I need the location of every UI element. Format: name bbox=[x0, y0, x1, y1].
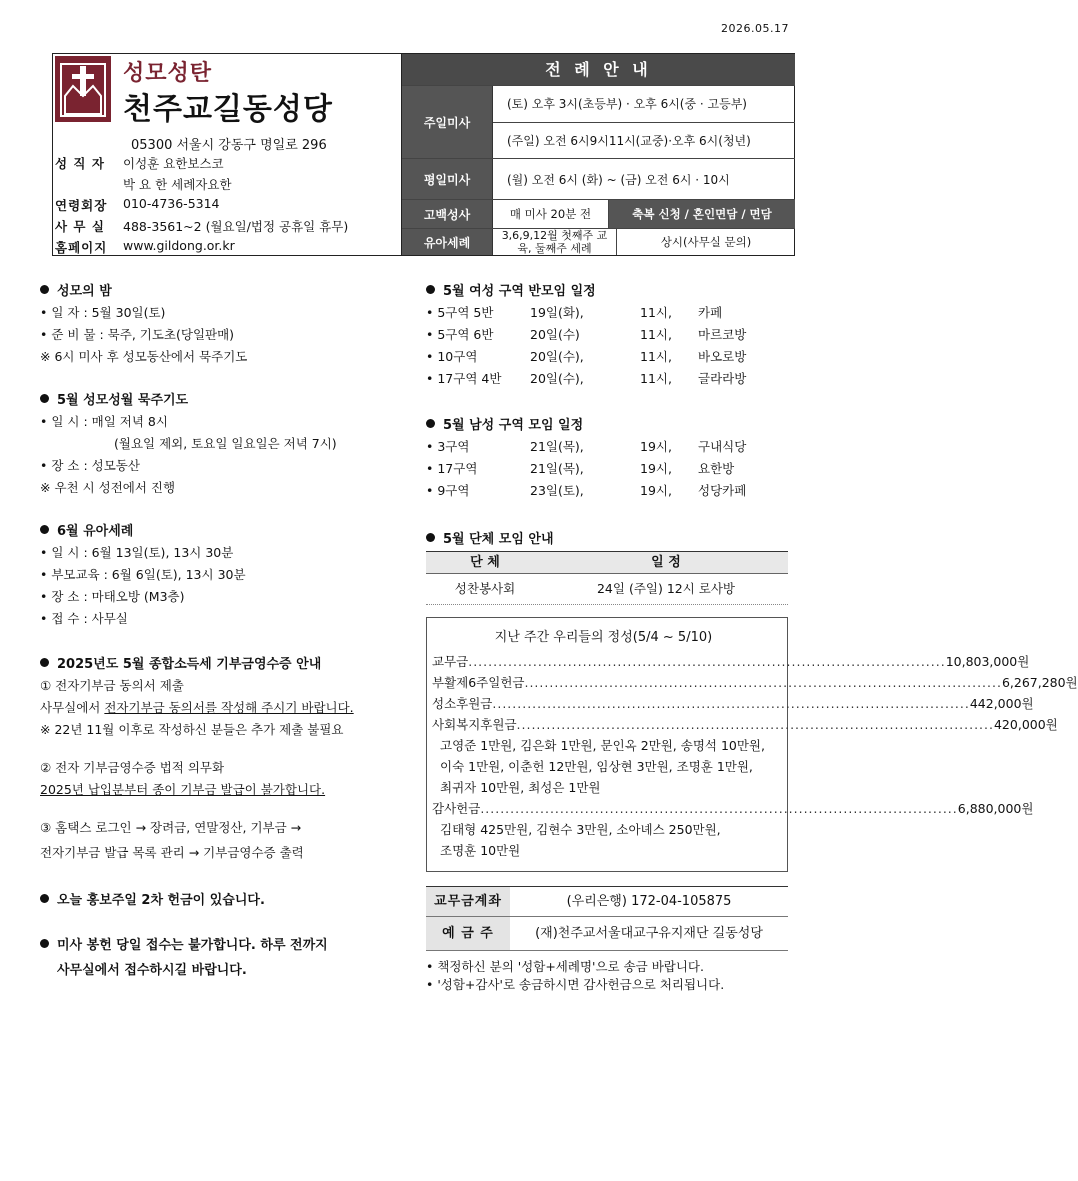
section-title bbox=[40, 280, 410, 299]
church-address: 05300 서울시 강동구 명일로 296 bbox=[131, 138, 327, 153]
holder-row bbox=[426, 917, 788, 951]
offering-item: 부활제6주일헌금 ................................................................................................ 6,267,280원 bbox=[432, 675, 1078, 690]
table-cell: 20일(수) bbox=[530, 327, 580, 342]
pastor-row bbox=[55, 154, 224, 172]
weekday-mass-times: (월) 오전 6시 (화) ~ (금) 오전 6시 · 10시 bbox=[507, 172, 730, 187]
welfare-donors-1: 고영준 1만원, 김은화 1만원, 문인옥 2만원, 송명석 10만원, bbox=[440, 738, 765, 753]
sunday-mass-sunday: (주일) 오전 6시9시11시(교중)·오후 6시(청년) bbox=[493, 122, 795, 159]
left-column bbox=[40, 280, 410, 978]
table-cell: 20일(수), bbox=[530, 371, 584, 386]
homepage-row bbox=[55, 238, 235, 256]
table-row bbox=[426, 574, 788, 605]
welfare-donors-3: 최귀자 10만원, 최성은 1만원 bbox=[440, 780, 601, 795]
table-cell: 카페 bbox=[698, 305, 723, 320]
table-row bbox=[426, 480, 788, 502]
weekday-mass-row bbox=[402, 158, 795, 199]
office-label: 사 무 실 bbox=[55, 219, 105, 234]
account-number: (우리은행) 172-04-105875 bbox=[566, 894, 732, 909]
group-name: 성찬봉사회 bbox=[454, 581, 516, 596]
offering-item: 교무금 ................................................................................................ 10,803,000원 bbox=[432, 654, 1030, 669]
group-col-schedule: 일 정 bbox=[651, 555, 681, 570]
infant-baptism-place: • 장 소 : 마태오방 (M3층) bbox=[40, 589, 185, 604]
right-column bbox=[426, 280, 1078, 993]
table-cell: 20일(수), bbox=[530, 349, 584, 364]
group-table-header bbox=[426, 551, 788, 574]
council-phone: 010-4736-5314 bbox=[123, 196, 220, 211]
may-rosary-time: • 일 시 : 매일 저녁 8시 bbox=[40, 414, 168, 429]
table-cell: 21일(목), bbox=[530, 461, 584, 476]
account-table bbox=[426, 886, 788, 951]
mass-schedule bbox=[401, 54, 795, 255]
table-cell: 11시, bbox=[640, 349, 672, 364]
pastor-label: 성 직 자 bbox=[55, 156, 105, 171]
homepage-label: 홈페이지 bbox=[55, 240, 108, 255]
table-row bbox=[426, 436, 788, 458]
offering-item: 성소후원금 ................................................................................................ 442,000원 bbox=[432, 696, 1034, 711]
rosary-night-items: • 준 비 물 : 묵주, 기도초(당일판매) bbox=[40, 327, 235, 342]
section-title bbox=[426, 528, 788, 547]
pastor-name-2: 박 요 한 세례자요한 bbox=[123, 177, 232, 192]
men-meeting-title: 5월 남성 구역 모임 일정 bbox=[443, 418, 584, 433]
may-rosary-title: 5월 성모성월 묵주기도 bbox=[57, 393, 189, 408]
rosary-night-date: • 일 자 : 5월 30일(토) bbox=[40, 305, 166, 320]
council-label: 연령회장 bbox=[55, 198, 108, 213]
tax-step-3: ③ 홈택스 로그인 → 장려금, 연말정산, 기부금 → bbox=[40, 820, 302, 835]
table-cell: 11시, bbox=[640, 327, 672, 342]
table-cell: • 10구역 bbox=[426, 349, 478, 364]
infant-baptism-registration: • 접 수 : 사무실 bbox=[40, 611, 128, 626]
section-title bbox=[40, 520, 410, 539]
confession-time: 매 미사 20분 전 bbox=[493, 200, 609, 228]
confession-label: 고백성사 bbox=[402, 200, 493, 228]
table-cell: 19일(화), bbox=[530, 305, 584, 320]
table-cell: • 5구역 5반 bbox=[426, 305, 494, 320]
table-cell: 19시, bbox=[640, 461, 672, 476]
baptism-row bbox=[402, 228, 795, 255]
parent-education-date: • 부모교육 : 6월 6일(토), 13시 30분 bbox=[40, 567, 246, 582]
tax-step-1-detail: 사무실에서 전자기부금 동의서를 작성해 주시기 바랍니다. bbox=[40, 700, 354, 715]
mass-offering-notice: 미사 봉헌 당일 접수는 불가합니다. 하루 전까지 bbox=[40, 934, 410, 953]
always-available: 상시(사무실 문의) bbox=[660, 234, 752, 249]
council-row bbox=[55, 196, 220, 214]
sunday-mass-saturday: (토) 오후 3시(초등부) · 오후 6시(중 · 고등부) bbox=[507, 97, 747, 112]
group-meeting-title: 5월 단체 모임 안내 bbox=[443, 532, 554, 547]
account-row bbox=[426, 887, 788, 917]
parish-info bbox=[53, 54, 401, 255]
table-cell: 글라라방 bbox=[698, 371, 747, 386]
section-title bbox=[426, 414, 788, 433]
weekday-mass-label: 평일미사 bbox=[402, 159, 493, 199]
holder-label: 예 금 주 bbox=[426, 917, 510, 950]
table-cell: 11시, bbox=[640, 305, 672, 320]
blessing-notice: 축복 신청 / 혼인면담 / 면담 bbox=[609, 200, 795, 228]
table-cell: 19시, bbox=[640, 483, 672, 498]
table-cell: • 17구역 bbox=[426, 461, 478, 476]
sunday-mass-row bbox=[402, 85, 795, 158]
tax-step-2: ② 전자 기부금영수증 법적 의무화 bbox=[40, 760, 225, 775]
table-cell: 바오로방 bbox=[698, 349, 747, 364]
table-cell: • 5구역 6반 bbox=[426, 327, 494, 342]
welfare-donors-2: 이숙 1만원, 이춘헌 12만원, 임상현 3만원, 조명훈 1만원, bbox=[440, 759, 753, 774]
transfer-note-2: • '성함+감사'로 송금하시면 감사헌금으로 처리됩니다. bbox=[426, 977, 725, 992]
church-subtitle: 성모성탄 bbox=[123, 61, 213, 86]
table-row bbox=[426, 302, 788, 324]
table-cell: 성당카페 bbox=[698, 483, 747, 498]
cross-logo-icon bbox=[55, 56, 111, 122]
women-meeting-title: 5월 여성 구역 반모임 일정 bbox=[443, 284, 596, 299]
mass-schedule-title: 전 례 안 내 bbox=[402, 54, 795, 85]
church-title: 천주교길동성당 bbox=[123, 92, 333, 127]
may-rosary-exception: (월요일 제외, 토요일 일요일은 저녁 7시) bbox=[114, 436, 337, 451]
confession-row bbox=[402, 199, 795, 228]
table-row bbox=[426, 346, 788, 368]
office-row bbox=[55, 217, 348, 235]
table-cell: 23일(토), bbox=[530, 483, 584, 498]
tax-step-3-detail: 전자기부금 발급 목록 관리 → 기부금영수증 출력 bbox=[40, 845, 304, 860]
mass-offering-notice-2: 사무실에서 접수하시길 바랍니다. bbox=[57, 963, 247, 978]
table-row bbox=[426, 368, 788, 390]
baptism-schedule: 3,6,9,12월 첫째주 교육, 둘째주 세례 bbox=[493, 229, 617, 255]
tax-step-2-detail: 2025년 납입분부터 종이 기부금 발급이 불가합니다. bbox=[40, 782, 326, 797]
table-cell: 마르코방 bbox=[698, 327, 747, 342]
group-col-name: 단 체 bbox=[470, 555, 500, 570]
pastor-name-1: 이성훈 요한보스코 bbox=[123, 156, 224, 171]
baptism-label: 유아세례 bbox=[402, 229, 493, 255]
table-cell: • 9구역 bbox=[426, 483, 470, 498]
tax-receipt-title: 2025년도 5월 종합소득세 기부금영수증 안내 bbox=[57, 657, 322, 672]
account-label: 교무금계좌 bbox=[426, 887, 510, 916]
offering-title: 지난 주간 우리들의 정성(5/4 ~ 5/10) bbox=[494, 630, 713, 645]
may-rosary-note: ※ 우천 시 성전에서 진행 bbox=[40, 480, 176, 495]
sunday-mass-label: 주일미사 bbox=[402, 86, 493, 158]
table-cell: 19시, bbox=[640, 439, 672, 454]
table-cell: 21일(목), bbox=[530, 439, 584, 454]
tax-step-1-note: ※ 22년 11월 이후로 작성하신 분들은 추가 제출 불필요 bbox=[40, 722, 344, 737]
table-row bbox=[426, 458, 788, 480]
infant-baptism-date: • 일 시 : 6월 13일(토), 13시 30분 bbox=[40, 545, 234, 560]
rosary-night-title: 성모의 밤 bbox=[57, 284, 112, 299]
transfer-note-1: • 책정하신 분의 '성함+세례명'으로 송금 바랍니다. bbox=[426, 959, 704, 974]
pastor-row-2 bbox=[55, 175, 232, 193]
second-collection-notice: 오늘 홍보주일 2차 헌금이 있습니다. bbox=[40, 889, 410, 908]
section-title bbox=[40, 389, 410, 408]
table-cell: 구내식당 bbox=[698, 439, 747, 454]
offering-item: 감사헌금 ................................................................................................ 6,880,000원 bbox=[432, 801, 1034, 816]
thanks-donors-1: 김태형 425만원, 김현수 3만원, 소아녜스 250만원, bbox=[440, 822, 721, 837]
table-cell: 11시, bbox=[640, 371, 672, 386]
account-holder: (재)천주교서울대교구유지재단 길동성당 bbox=[535, 926, 763, 941]
office-phone: 488-3561~2 (월요일/법정 공휴일 휴무) bbox=[123, 219, 349, 234]
may-rosary-place: • 장 소 : 성모동산 bbox=[40, 458, 140, 473]
homepage-link[interactable]: www.gildong.or.kr bbox=[123, 238, 235, 253]
table-cell: 요한방 bbox=[698, 461, 735, 476]
thanks-donors-2: 조명훈 10만원 bbox=[440, 843, 521, 858]
infant-baptism-title: 6월 유아세례 bbox=[57, 524, 134, 539]
section-title bbox=[426, 280, 788, 299]
header-box bbox=[52, 53, 795, 256]
group-schedule: 24일 (주일) 12시 로사방 bbox=[596, 581, 735, 596]
section-title bbox=[40, 653, 410, 672]
tax-step-1: ① 전자기부금 동의서 제출 bbox=[40, 678, 184, 693]
rosary-night-note: ※ 6시 미사 후 성모동산에서 묵주기도 bbox=[40, 349, 248, 364]
offering-item: 사회복지후원금 ................................................................................................ 420,000원 bbox=[432, 717, 1058, 732]
table-cell: • 3구역 bbox=[426, 439, 470, 454]
offering-box bbox=[426, 617, 1078, 872]
issue-date: 2026.05.17 bbox=[721, 22, 789, 35]
table-cell: • 17구역 4반 bbox=[426, 371, 502, 386]
tax-step-1-emphasis: 전자기부금 동의서를 작성해 주시기 바랍니다. bbox=[104, 700, 354, 715]
table-row bbox=[426, 324, 788, 346]
